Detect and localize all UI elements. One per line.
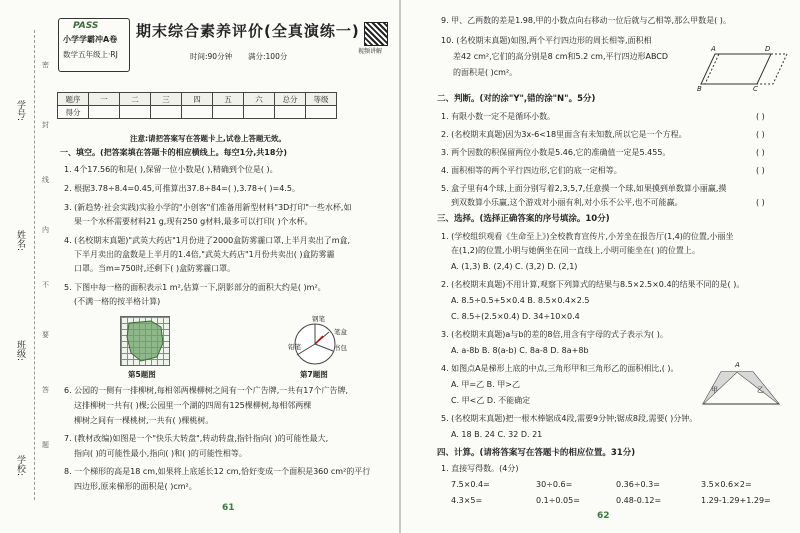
section-4-title: 四、计算。(请将答案写在答题卡的相应位置。31分) [437,448,636,458]
question-9: 9. 甲、乙两数的差是1.98,甲的小数点向右移动一位后就与乙相等,那么甲数是( )。 [441,16,731,25]
choice-1-line-1: 1. (学校组织观看《生命至上》)全校教育宣传片,小芳坐在报告厅(1,4)的位置,小丽坐 [441,232,734,241]
figure-5-caption: 第5题图 [128,370,156,379]
brand-logo [58,18,130,72]
vertex-label: D [765,45,771,53]
notice: 注意:请把答案写在答题卡上,试卷上答题无效。 [130,134,286,143]
calc-item: 0.1÷0.05= [536,496,580,505]
vertex-label: A [711,45,716,53]
question-6-line-2: 这排柳树一共有( )棵;公园里一个湖的四周有125棵柳树,每相邻两棵 [74,401,312,410]
exam-header [58,18,388,76]
seal-char: 密 [42,61,49,69]
choice-1-line-2: 在(1,2)的位置,小明与她俩坐在同一直线上,小明可能坐在( )的位置上。 [451,246,700,255]
vertex-label: A [735,361,740,369]
question-1: 1. 4个17.56的和是( ),保留一位小数是( ),精确到个位是( )。 [64,165,278,174]
judge-2: 2. (名校期末真题)因为3x-6<18里面含有未知数,所以它是一个方程。 [441,130,687,139]
question-6-line-3: 柳树之间有一棵桃树,一共有( )棵桃树。 [74,416,214,425]
score-head: 四 [182,93,213,106]
score-cell[interactable] [244,106,275,119]
score-cell[interactable] [306,106,337,119]
vertex-label: B [697,85,702,93]
judge-5-line-1: 5. 盒子里有4个球,上面分别写着2,3,5,7,任意摸一个球,如果摸到单数算小丽赢,摸 [441,184,727,193]
brand-mark: PASS [73,21,99,31]
judge-1: 1. 有限小数一定不是循环小数。 [441,112,556,121]
spinner-label: 书包 [334,344,347,352]
question-3-line-1: 3. (新趋势·社会实践)实验小学的"小创客"们准备用新型材料"3D打印"一些水杯,如 [64,203,352,212]
question-6-line-1: 6. 公园的一侧有一排柳树,每相邻两棵柳树之间有一个广告牌,一共有17个广告牌, [64,386,348,395]
choice-2-options-cd: C. 8.5÷(2.5×0.4) D. 34÷10×0.4 [451,312,580,321]
score-cell[interactable] [151,106,182,119]
qr-caption: 视频讲解 [358,48,383,55]
question-8-line-1: 8. 一个梯形的高是18 cm,如果将上底延长12 cm,恰好变成一个面积是360 cm²的平行 [64,467,371,476]
question-4-line-1: 4. (名校期末真题)"武英大药店"1月份进了2000盒防雾霾口罩,上半月卖出了m盒, [64,236,351,245]
question-10-line-2: 差42 cm²,它们的高分别是8 cm和5.2 cm,平行四边形ABCD [453,52,669,61]
choice-4-options-ab: A. 甲=乙 B. 甲>乙 [451,380,520,389]
judge-3: 3. 两个因数的积保留两位小数是5.46,它的准确值一定是5.455。 [441,148,671,157]
judge-4: 4. 面积相等的两个平行四边形,它们的底一定相等。 [441,166,622,175]
section-3-title: 三、选择。(选择正确答案的序号填涂。10分) [437,214,610,224]
score-row-label: 得分 [58,106,89,119]
choice-5-options: A. 18 B. 24 C. 32 D. 21 [451,430,543,439]
right-page [401,0,800,533]
calc-item: 0.36÷0.3= [616,480,660,489]
exam-time: 时间:90分钟 [190,52,233,61]
vertex-label: C [753,85,758,93]
score-cell[interactable] [213,106,244,119]
score-head: 题序 [58,93,89,106]
triangle-label: 甲 [711,386,718,394]
choice-4-options-cd: C. 甲<乙 D. 不能确定 [451,396,531,405]
question-5-line-2: (不满一格的按半格计算) [74,297,161,306]
score-head: 总分 [275,93,306,106]
score-head: 六 [244,93,275,106]
spinner-label: 铅笔 [288,343,301,351]
book-name: 小学学霸冲A卷 [63,35,118,44]
calc-item: 7.5×0.4= [451,480,490,489]
seal-char: 封 [42,121,49,129]
section-1-title: 一、填空。(把答案填在答题卡的相应横线上。每空1分,共18分) [60,148,288,157]
answer-paren[interactable]: ( ) [756,148,765,157]
section-2-title: 二、判断。(对的涂"Y",错的涂"N"。5分) [437,94,596,104]
score-head: 五 [213,93,244,106]
qr-code-icon[interactable] [364,22,388,46]
question-2: 2. 根据3.78÷8.4=0.45,可推算出37.8÷84=( ),3.78÷( )=4.5。 [64,184,300,193]
question-7-line-2: 指向( )的可能性最小,指向( )和( )的可能性相等。 [74,449,247,458]
page-number-right: 62 [597,511,610,521]
answer-paren[interactable]: ( ) [756,130,765,139]
figure-5-grid [120,316,170,366]
score-head: 二 [120,93,151,106]
calc-item: 4.3×5= [451,496,483,505]
class-label: 班级: [15,340,25,362]
score-head: 一 [89,93,120,106]
spinner-label: 笔盒 [334,328,347,336]
judge-5-line-2: 到双数算小乐赢,这个游戏对小丽有利,对小乐不公平,也不可能赢。 [451,198,683,207]
question-8-line-2: 四边形,原来梯形的面积是( )cm²。 [74,482,197,491]
figure-10-parallelograms [699,50,789,90]
page-title: 期末综合素养评价(全真演练一) [136,22,360,40]
question-10-line-1: 10. (名校期末真题)如图,两个平行四边形的周长相等,面积相 [441,36,652,45]
figure-7-caption: 第7题图 [300,370,328,379]
student-id-label: 学号: [15,100,25,122]
binding-margin [4,0,50,533]
question-3-line-2: 果一个水杯需要材料21 g,现有250 g材料,最多可以打印( )个水杯。 [74,217,313,226]
shaded-region [121,317,169,365]
triangle-label: 乙 [757,386,764,394]
question-4-line-2: 下半月卖出的盒数是上半月的1.4倍,"武英大药店"1月份共卖出( )盒防雾霾 [74,250,335,259]
question-7-line-1: 7. (教材改编)如图是一个"快乐大转盘",转动转盘,指针指向( )的可能性最大, [64,434,329,443]
choice-3: 3. (名校期末真题)a与b的差的8倍,用含有字母的式子表示为( )。 [441,330,668,339]
calc-item: 30÷0.6= [536,480,573,489]
score-head: 三 [151,93,182,106]
answer-paren[interactable]: ( ) [756,112,765,121]
seal-char: 答 [42,386,49,394]
seal-char: 要 [42,331,49,339]
question-10-line-3: 的面积是( )cm²。 [453,68,518,77]
calc-item: 1.29-1.29+1.29= [701,496,771,505]
seal-line [34,30,35,500]
exam-score: 满分:100分 [248,52,288,61]
answer-paren[interactable]: ( ) [756,198,765,207]
question-5-line-1: 5. 下图中每一格的面积表示1 m²,估算一下,阴影部分的面积大约是( )m²。 [64,283,326,292]
grade-label: 数学五年级上·RJ [63,50,118,59]
score-cell[interactable] [182,106,213,119]
seal-char: 内 [42,226,49,234]
score-head: 等级 [306,93,337,106]
score-cell[interactable] [120,106,151,119]
spinner-label: 钢笔 [312,315,325,323]
seal-char: 线 [42,176,49,184]
choice-4: 4. 如图点A是梯形上底的中点,三角形甲和三角形乙的面积相比,( )。 [441,364,679,373]
question-4-line-3: 口罩。当m=750时,还剩下( )盒防雾霾口罩。 [74,264,236,273]
choice-1-options: A. (1,3) B. (2,4) C. (3,2) D. (2,1) [451,262,578,271]
score-table [57,92,337,119]
seal-char: 不 [42,281,49,289]
choice-2: 2. (名校期末真题)不用计算,观察下列算式的结果与8.5×2.5×0.4的结果不同的是( )。 [441,280,745,289]
score-cell[interactable] [89,106,120,119]
choice-2-options-ab: A. 8.5÷0.5+5×0.4 B. 8.5×0.4×2.5 [451,296,590,305]
calc-item: 0.48-0.12= [616,496,662,505]
page-number-left: 61 [222,503,235,513]
score-cell[interactable] [275,106,306,119]
name-label: 姓名: [15,230,25,252]
choice-3-options: A. a-8b B. 8(a-b) C. 8a-8 D. 8a+8b [451,346,589,355]
seal-char: 题 [42,441,49,449]
choice-5: 5. (名校期末真题)把一根木棒锯成4段,需要9分钟;锯成8段,需要( )分钟。 [441,414,698,423]
calc-title: 1. 直接写得数。(4分) [441,464,519,473]
answer-paren[interactable]: ( ) [756,166,765,175]
school-label: 学校: [15,455,25,477]
calc-item: 3.5×0.6×2= [701,480,752,489]
